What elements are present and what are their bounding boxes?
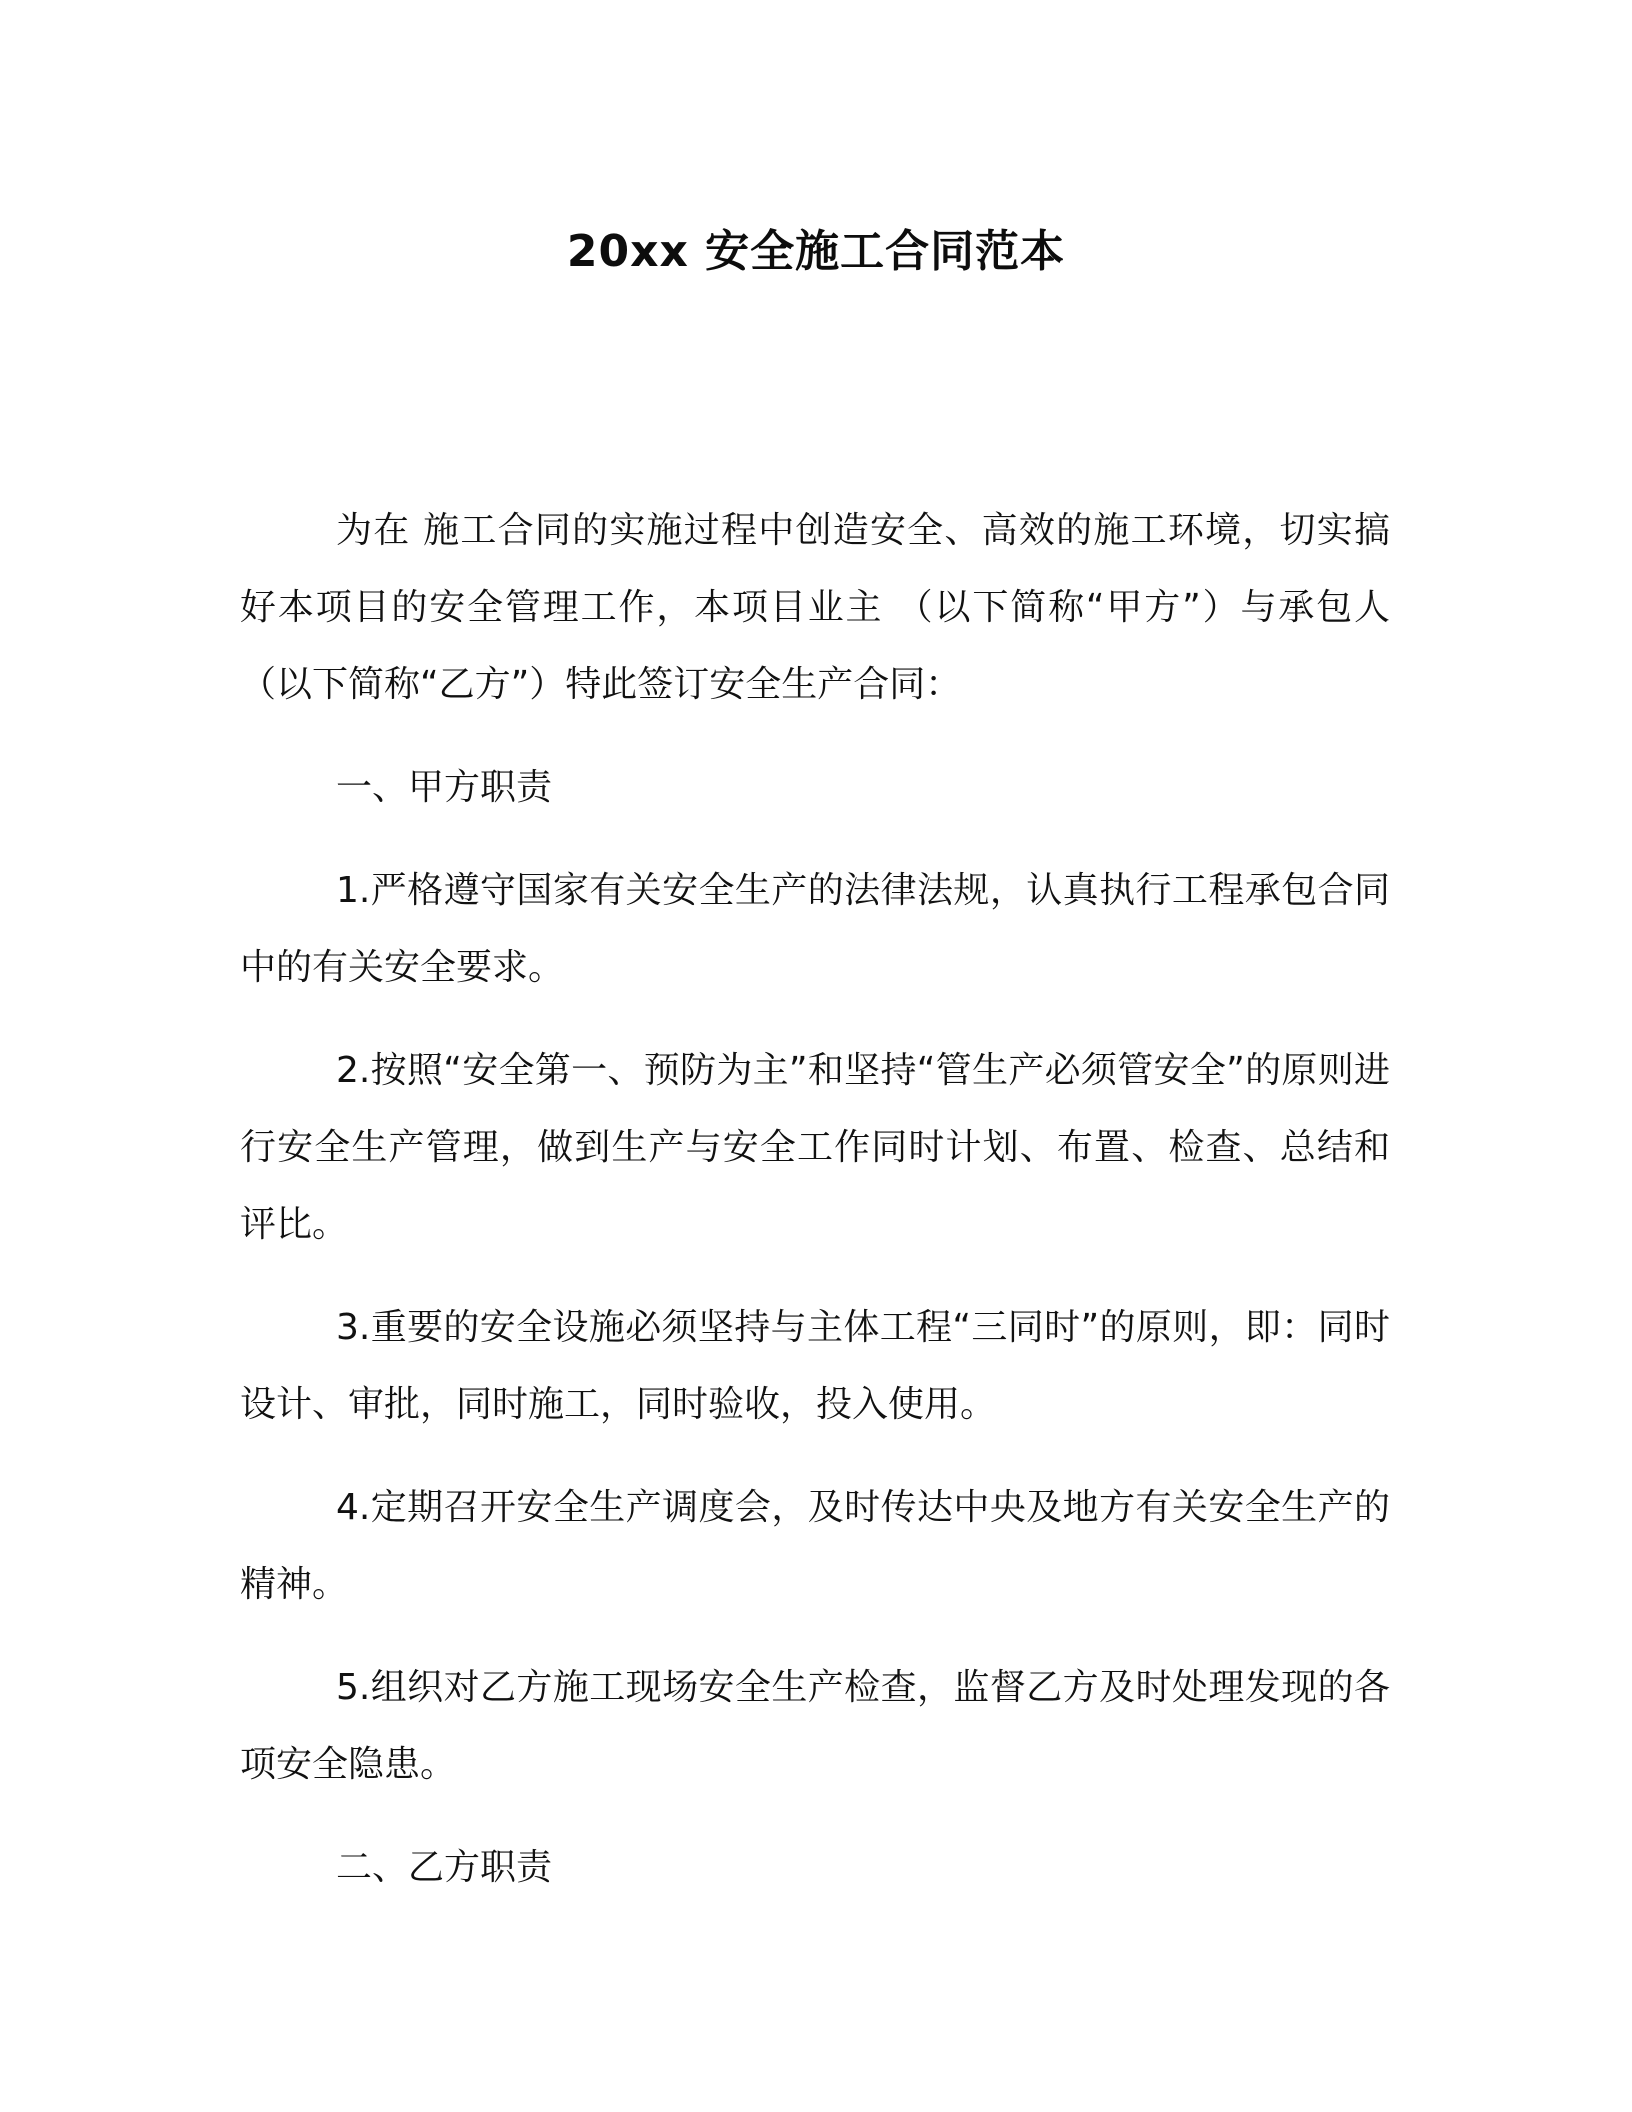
clause-5: 5.组织对乙方施工现场安全生产检查，监督乙方及时处理发现的各项安全隐患。: [240, 1667, 1390, 1785]
document-body: [240, 492, 1390, 1906]
clause-1: 1.严格遵守国家有关安全生产的法律法规，认真执行工程承包合同中的有关安全要求。: [240, 870, 1390, 988]
document-title: 20xx 安全施工合同范本: [566, 226, 1066, 277]
clause-4: 4.定期召开安全生产调度会，及时传达中央及地方有关安全生产的精神。: [240, 1487, 1390, 1605]
clause-2: 2.按照“安全第一、预防为主”和坚持“管生产必须管安全”的原则进行安全生产管理，做到生产与安全工作同时计划、布置、检查、总结和评比。: [240, 1050, 1390, 1245]
section-heading-party-a: 一、甲方职责: [336, 767, 553, 808]
clause-3: 3.重要的安全设施必须坚持与主体工程“三同时”的原则，即：同时设计、审批，同时施工，同时验收，投入使用。: [240, 1307, 1390, 1425]
section-heading-party-b: 二、乙方职责: [336, 1847, 553, 1888]
intro-paragraph: 为在 施工合同的实施过程中创造安全、高效的施工环境，切实搞好本项目的安全管理工作，本项目业主 （以下简称“甲方”）与承包人 （以下简称“乙方”）特此签订安全生产合同：: [240, 510, 1390, 705]
